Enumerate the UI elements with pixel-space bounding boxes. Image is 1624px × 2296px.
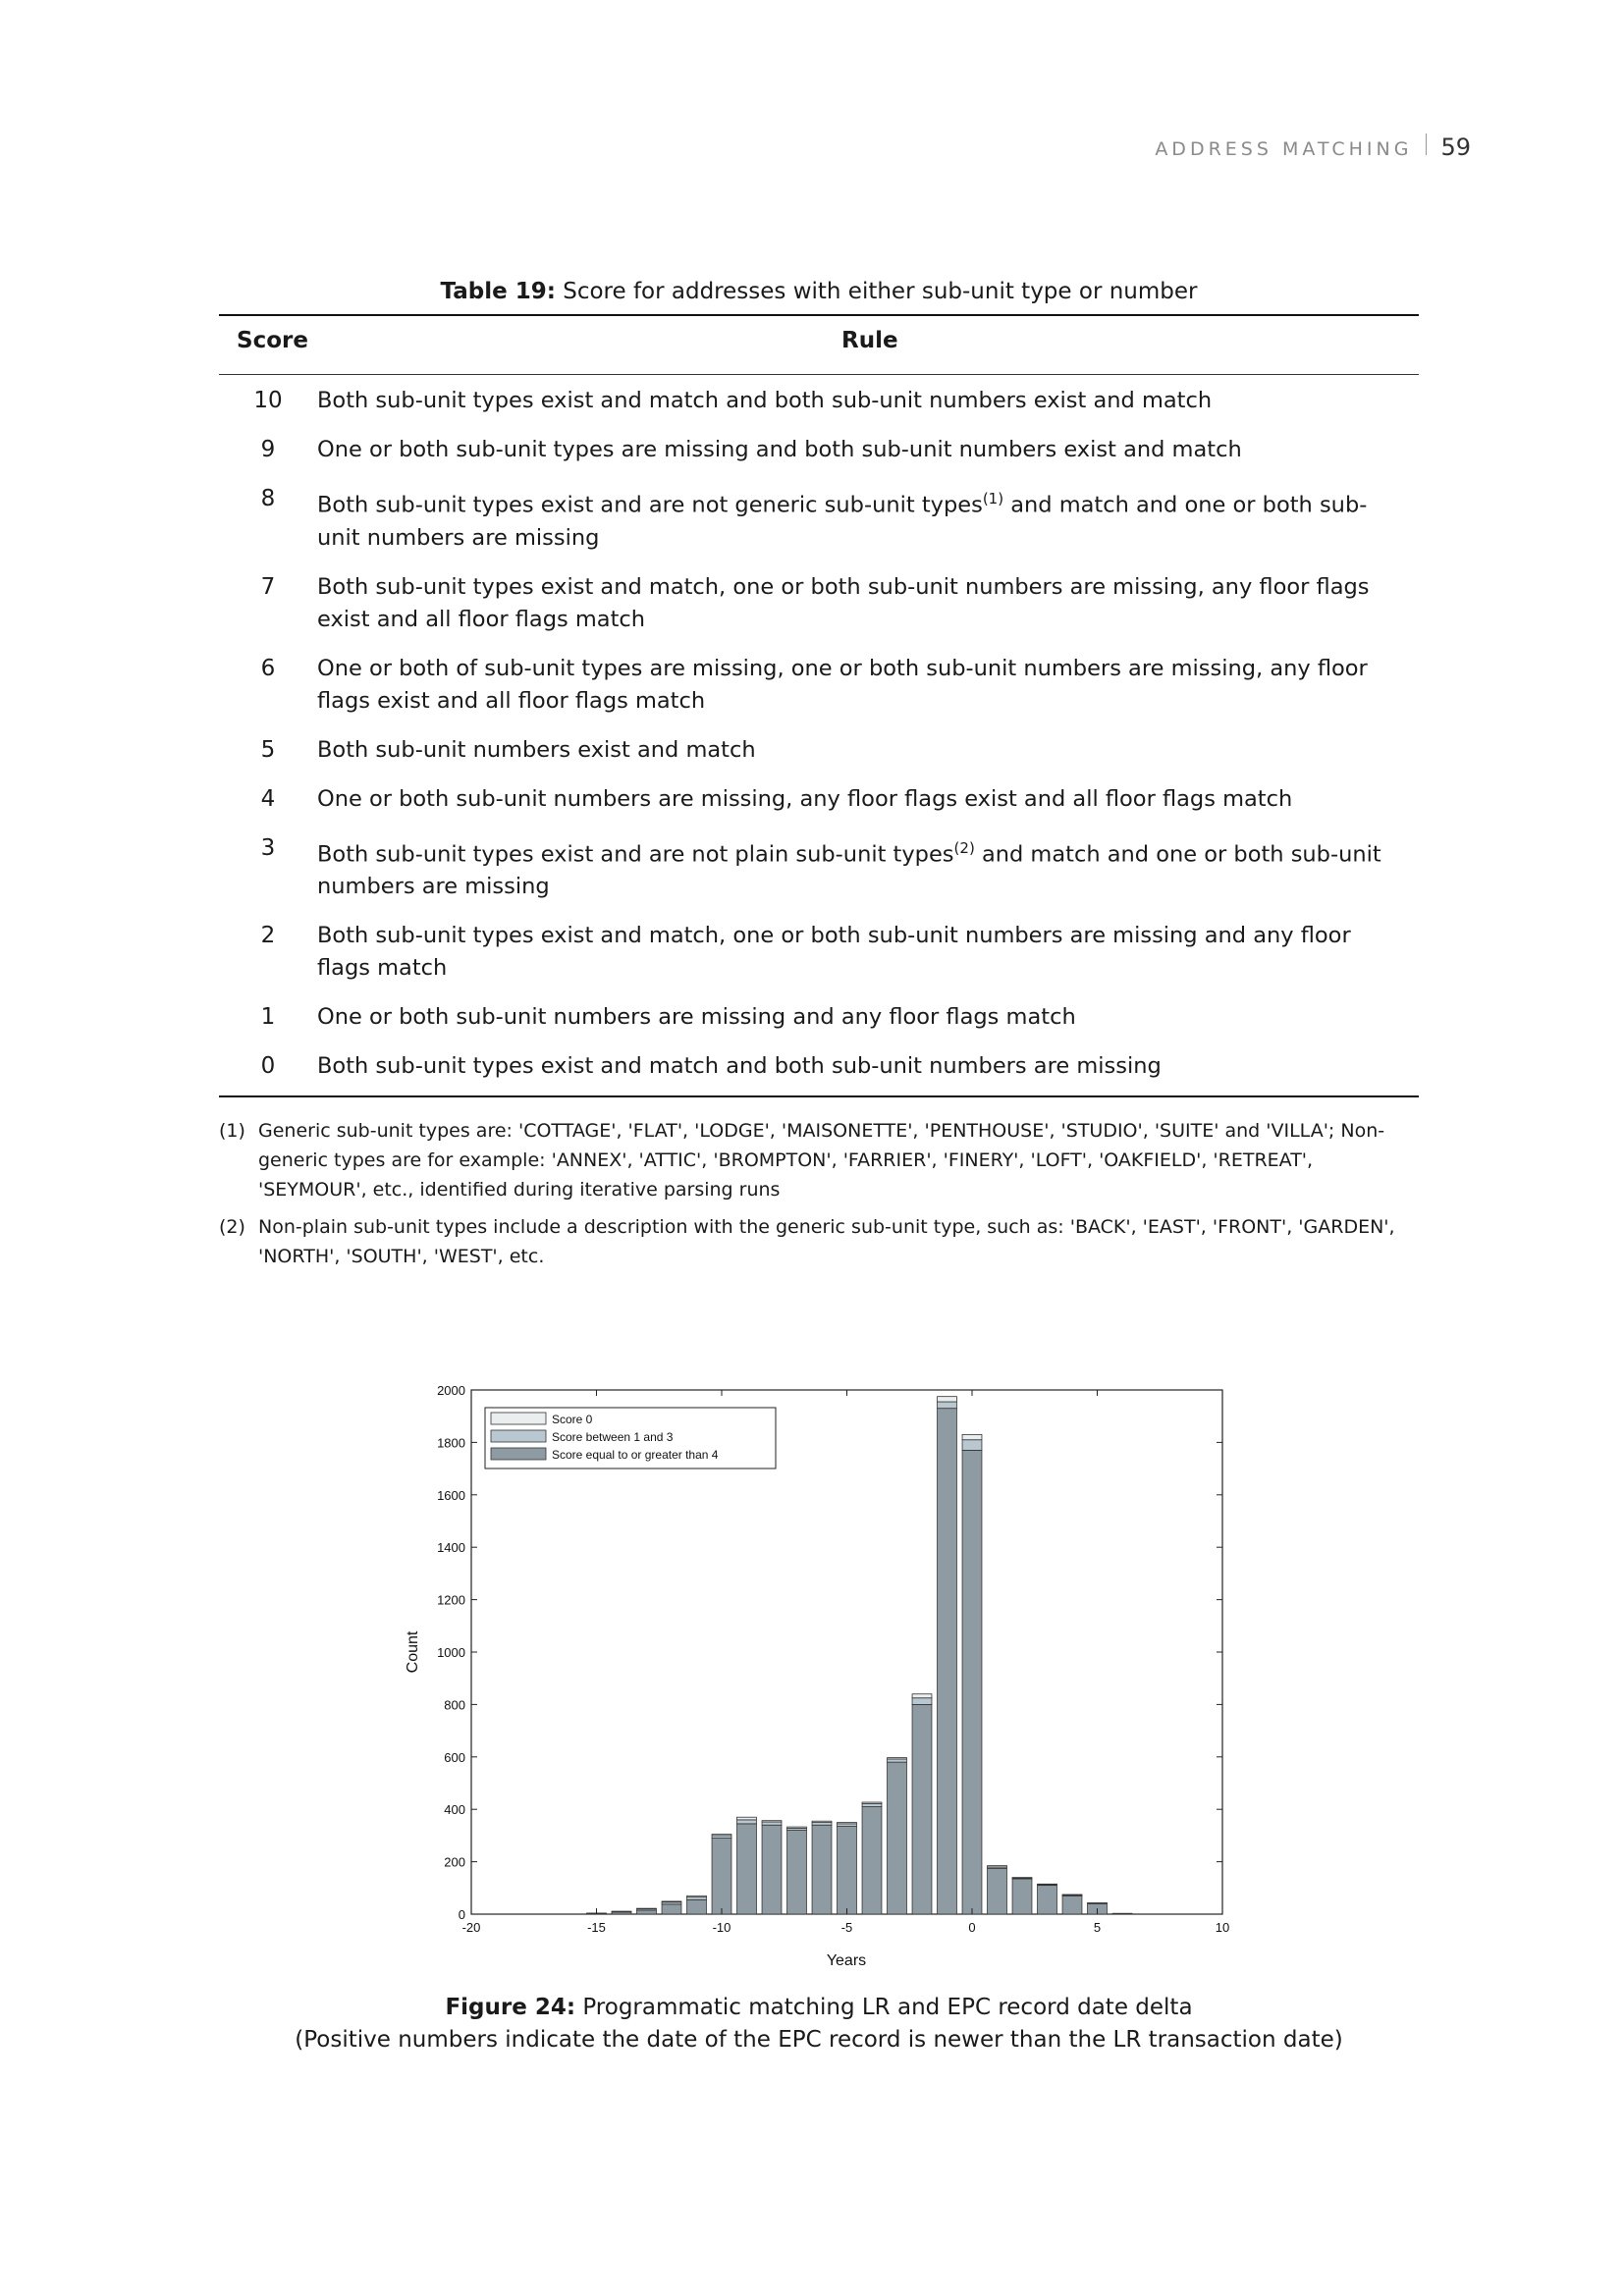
bar-segment-2 [862,1802,882,1803]
y-tick-label: 400 [444,1802,465,1818]
bar-segment-2 [662,1901,681,1902]
bar-segment-0 [762,1825,782,1914]
bar-segment-2 [1038,1884,1057,1885]
bar-segment-2 [612,1911,631,1912]
row-rule: One or both sub-unit types are missing and both sub-unit numbers exist and match [317,437,1242,462]
bar-segment-0 [938,1409,957,1914]
bar-segment-1 [687,1897,707,1900]
row-score: 5 [260,736,276,763]
footnote-mark: (2) [219,1216,245,1238]
table-row [219,1001,1419,1034]
bar-segment-0 [1112,1913,1132,1914]
bar-segment-2 [787,1827,807,1828]
bar-segment-1 [762,1822,782,1825]
row-score: 3 [260,834,276,861]
column-header-score: Score [237,328,308,353]
row-score: 0 [260,1053,276,1079]
bar-segment-1 [812,1823,832,1826]
table-row [219,385,1419,417]
row-rule: Both sub-unit types exist and match, one or both sub-unit numbers are missing and any floor flags match [317,923,1351,981]
bar-segment-1 [912,1698,932,1705]
bar-segment-0 [988,1868,1007,1914]
bar-segment-0 [737,1824,757,1914]
y-tick-label: 1600 [437,1487,465,1503]
row-rule: Both sub-unit types exist and match and both sub-unit numbers are missing [317,1053,1162,1079]
section-title: ADDRESS MATCHING [1155,138,1413,160]
bar-segment-1 [737,1820,757,1824]
table-row [219,434,1419,466]
chart-legend [485,1408,776,1468]
figure-caption [219,1992,1419,2056]
table-row [219,832,1419,904]
table-top-rule [219,314,1419,316]
row-rule: Both sub-unit types exist and match and both sub-unit numbers exist and match [317,388,1213,413]
bar-segment-2 [762,1821,782,1822]
bar-segment-2 [1088,1903,1108,1904]
x-axis-label: Years [826,1952,867,1969]
table-row [219,783,1419,816]
legend-label: Score 0 [552,1413,593,1426]
row-rule: Both sub-unit types exist and are not generic sub-unit types$^{(1)}$ and match and one or both sub-unit numbers are missing [317,490,1368,551]
y-tick-label: 1800 [437,1435,465,1451]
row-rule: Both sub-unit types exist and are not plain sub-unit types$^{(2)}$ and match and one or both sub-unit numbers are missing [317,838,1381,899]
legend-swatch [491,1430,546,1442]
bar-segment-2 [838,1823,857,1824]
table-caption-text: Score for addresses with either sub-unit type or number [563,279,1198,304]
x-tick-label: 10 [1215,1920,1230,1935]
bar-segment-0 [962,1450,982,1914]
row-rule: Both sub-unit types exist and match, one or both sub-unit numbers are missing, any floor flags exist and all floor flags match [317,573,1370,632]
figure-caption-note: (Positive numbers indicate the date of the EPC record is newer than the LR transaction date) [295,2027,1343,2053]
bar-segment-0 [862,1807,882,1914]
x-tick-label: -15 [587,1920,606,1935]
x-tick-label: 0 [968,1920,976,1935]
bar-segment-1 [962,1440,982,1451]
bar-segment-0 [1012,1879,1032,1914]
row-rule: One or both of sub-unit types are missing, one or both sub-unit numbers are missing, any floor flags exist and all floor flags match [317,655,1368,714]
bar-segment-2 [938,1397,957,1402]
bar-segment-2 [737,1817,757,1820]
table-caption [219,279,1419,304]
x-tick-label: 5 [1093,1920,1102,1935]
bar-segment-0 [1038,1886,1057,1914]
row-score: 1 [260,1004,276,1030]
figure-caption-label: Figure 24: [445,1995,576,2020]
table-row [219,1050,1419,1083]
bar-segment-0 [838,1827,857,1914]
y-tick-label: 200 [444,1854,465,1870]
bar-segment-0 [687,1899,707,1914]
bar-segment-2 [1012,1878,1032,1879]
footnote-text: Generic sub-unit types are: 'COTTAGE', 'FLAT', 'LODGE', 'MAISONETTE', 'PENTHOUSE', 'STUDIO', 'SUITE' and 'VILLA'; Non-generic types are for example: 'ANNEX', 'ATTIC', 'BROMPTON', 'FARRIER', 'FINERY', 'LOFT', 'OAKFIELD', 'RETREAT', 'SEYMOUR', etc., identified during iterative parsing runs [258,1120,1385,1201]
y-tick-label: 1200 [437,1592,465,1608]
header-divider [1426,133,1427,155]
table-row [219,920,1419,985]
bar-segment-1 [862,1803,882,1806]
running-head [1155,133,1471,161]
x-tick-label: -10 [712,1920,731,1935]
bar-segment-0 [912,1704,932,1914]
bar-segment-1 [938,1402,957,1409]
table-row [219,571,1419,636]
row-score: 6 [260,655,276,681]
y-tick-label: 1400 [437,1540,465,1556]
legend-swatch [491,1448,546,1460]
bar-segment-0 [637,1910,657,1914]
footnote-ref: (2) [953,838,975,857]
bar-segment-2 [888,1758,907,1759]
bar-segment-2 [812,1821,832,1822]
figure-chart [393,1374,1257,1983]
row-rule: Both sub-unit numbers exist and match [317,736,756,763]
page-number: 59 [1440,133,1471,161]
column-header-rule: Rule [841,328,898,353]
footnote-text: Non-plain sub-unit types include a description with the generic sub-unit type, such as: 'BACK', 'EAST', 'FRONT', 'GARDEN', 'NORTH', 'SOUTH', 'WEST', etc. [258,1216,1395,1267]
footnote [219,1116,1419,1204]
bar-segment-1 [712,1836,731,1839]
y-axis-label: Count [405,1630,421,1674]
row-score: 10 [253,388,283,413]
bar-segment-0 [662,1904,681,1914]
y-tick-label: 600 [444,1749,465,1765]
table-bottom-rule [219,1095,1419,1097]
legend-label: Score equal to or greater than 4 [552,1448,719,1462]
table-row [219,734,1419,767]
table-body [219,385,1419,1099]
bar-segment-0 [712,1839,731,1914]
bar-segment-2 [637,1908,657,1909]
row-score: 2 [260,923,276,948]
y-tick-label: 2000 [437,1383,465,1398]
x-tick-label: -20 [461,1920,481,1935]
y-tick-label: 1000 [437,1645,465,1660]
row-rule: One or both sub-unit numbers are missing, any floor flags exist and all floor flags match [317,785,1293,812]
table-row [219,653,1419,718]
bar-segment-2 [988,1866,1007,1867]
legend-label: Score between 1 and 3 [552,1430,674,1444]
footnote-ref: (1) [982,490,1004,507]
legend-swatch [491,1413,546,1424]
figure-caption-text: Programmatic matching LR and EPC record date delta [582,1995,1193,2020]
bar-segment-2 [962,1434,982,1439]
table-caption-label: Table 19: [440,279,556,304]
bar-segment-0 [1062,1896,1082,1914]
bar-segment-0 [787,1831,807,1914]
row-score: 9 [260,437,276,462]
bar-chart [393,1374,1257,1983]
bar-segment-2 [912,1694,932,1698]
bar-segment-2 [1062,1895,1082,1896]
footnote [219,1212,1419,1271]
bar-segment-1 [838,1824,857,1827]
bar-segment-1 [888,1759,907,1762]
y-tick-label: 800 [444,1697,465,1713]
bar-segment-0 [812,1825,832,1914]
row-score: 4 [260,785,276,812]
row-rule: One or both sub-unit numbers are missing and any floor flags match [317,1004,1076,1030]
y-tick-label: 0 [458,1907,465,1922]
row-score: 7 [260,573,276,600]
table-header-rule [219,374,1419,375]
bar-segment-0 [888,1762,907,1914]
table-row [219,483,1419,555]
footnote-mark: (1) [219,1120,245,1142]
x-tick-label: -5 [840,1920,853,1935]
bar-segment-2 [712,1835,731,1836]
row-score: 8 [260,486,276,511]
table-footnotes [219,1116,1419,1279]
